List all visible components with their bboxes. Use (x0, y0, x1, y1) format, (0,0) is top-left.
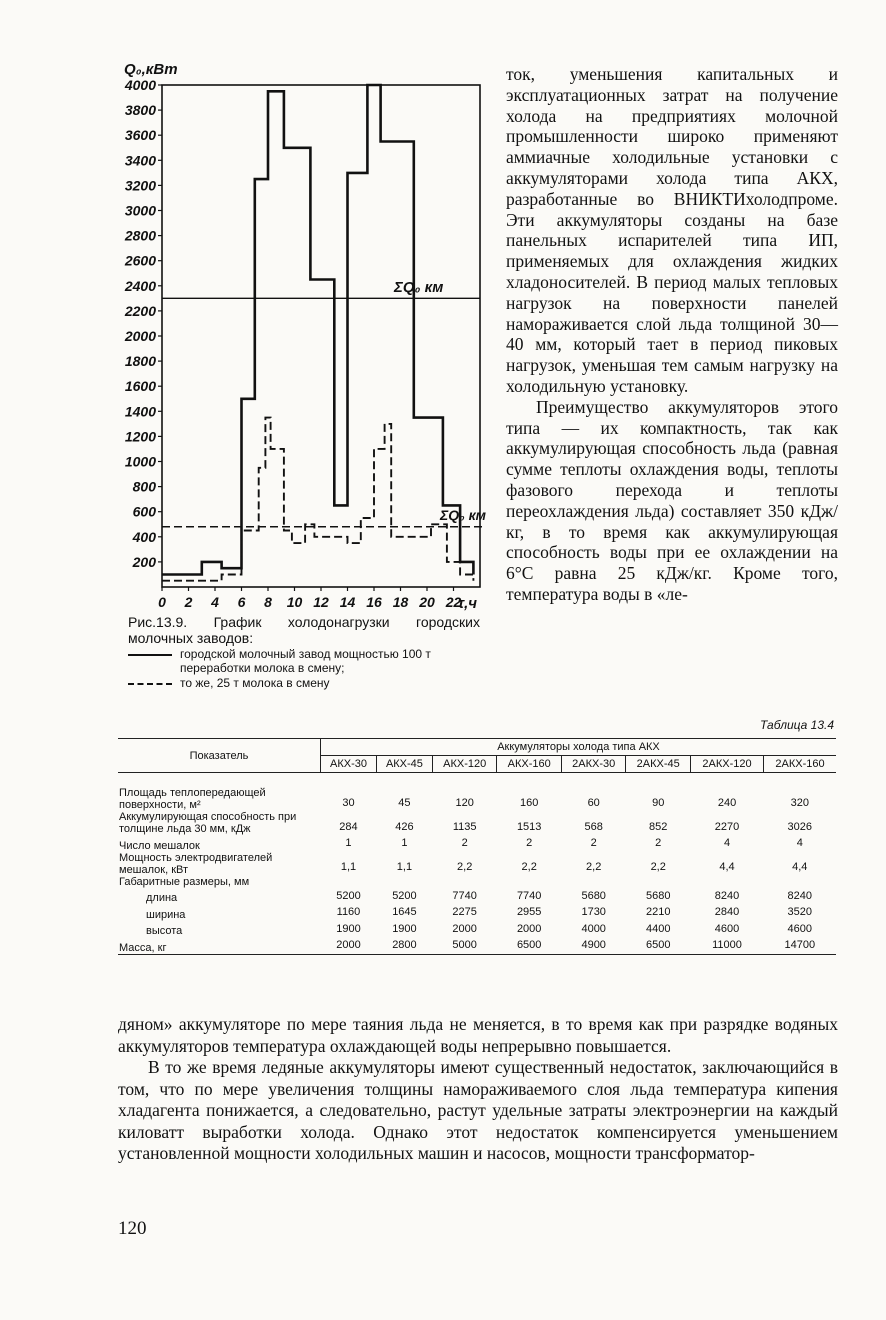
cooling-load-chart (118, 58, 488, 614)
table-cell: 60 (587, 796, 600, 809)
table-cell: 11000 (690, 937, 763, 954)
series-100t-line (162, 85, 473, 575)
table-cell: 2270 (714, 820, 740, 833)
table-cell: 4600 (714, 922, 740, 935)
table-cell: 4600 (787, 922, 813, 935)
table-cell: 2955 (516, 906, 542, 918)
figure-caption (128, 614, 480, 690)
table-cell (561, 876, 626, 888)
table-row (118, 921, 836, 938)
y-tick-label: 400 (132, 528, 156, 545)
row-label: высота (146, 925, 183, 937)
y-axis-ticks (124, 77, 162, 570)
x-tick-label: 4 (211, 594, 219, 610)
table-cell (432, 876, 497, 888)
y-tick-label: 2400 (124, 277, 156, 294)
table-cell: 2210 (645, 906, 671, 918)
legend-dashed-text: то же, 25 т молока в смену (180, 676, 330, 690)
table-cell: 4900 (561, 937, 626, 954)
table-cell: 1 (345, 837, 352, 849)
table-cell: 2,2 (457, 861, 473, 873)
table-cell: 1,1 (340, 861, 357, 873)
table-cell: 4,4 (792, 861, 808, 873)
legend-solid-text: городской молочный завод мощностью 100 т переработки молока в смену; (180, 647, 431, 675)
table-cell: 2 (590, 837, 597, 849)
y-tick-label: 4000 (124, 77, 156, 93)
table-cell: 2000 (321, 937, 377, 954)
table-cell: 2,2 (521, 861, 537, 873)
column-header: 2АКХ-45 (626, 756, 691, 773)
y-tick-label: 600 (132, 503, 156, 520)
table-row (118, 852, 836, 876)
table-row (118, 876, 836, 888)
table-cell: 4000 (581, 922, 606, 935)
x-tick-label: 0 (158, 594, 166, 610)
table-cell: 2000 (516, 922, 542, 935)
x-tick-label: 6 (237, 594, 246, 610)
table-cell: 852 (649, 820, 668, 833)
row-label: Габаритные размеры, мм (119, 875, 250, 888)
table-row (118, 904, 836, 921)
table-cell: 3026 (787, 820, 813, 833)
table-cell: 1135 (452, 820, 477, 833)
table-spacer (118, 773, 836, 788)
row-label: Мощность электродвигателей мешалок, кВт (119, 851, 273, 876)
table-cell: 1160 (336, 906, 361, 918)
plot-frame (162, 85, 480, 587)
y-tick-label: 1400 (124, 403, 156, 420)
row-label: Аккумулирующая способность при толщине льда 30 мм, кДж (119, 811, 297, 835)
table-cell: 1,1 (396, 861, 413, 873)
x-axis-label: τ,ч (458, 595, 478, 612)
y-axis-label: Q₀,кВт (124, 61, 178, 78)
table-cell: 30 (342, 796, 355, 809)
legend-solid-swatch (128, 654, 172, 657)
column-header: 2АКХ-160 (764, 756, 836, 773)
y-tick-label: 3400 (124, 152, 156, 169)
table-row (118, 835, 836, 852)
y-tick-label: 3200 (124, 177, 156, 194)
table-cell (376, 876, 432, 888)
y-tick-label: 1800 (124, 353, 156, 370)
row-label: длина (146, 892, 178, 904)
chart-series (162, 85, 473, 581)
x-tick-label: 20 (419, 594, 435, 610)
table-cell: 14700 (764, 937, 836, 954)
annotation-lower-sum: ΣQ₀ км (440, 507, 487, 523)
y-tick-label: 1000 (124, 453, 156, 470)
table-cell: 8240 (714, 889, 740, 902)
table-cell: 2,2 (650, 861, 666, 873)
caption-title: Рис.13.9. График холодонагрузки городских молочных заводов: (128, 614, 480, 646)
table-cell: 6500 (626, 937, 691, 954)
table-cell: 240 (717, 796, 737, 809)
right-column-text (506, 64, 838, 605)
table-label: Таблица 13.4 (759, 718, 834, 732)
table-cell: 1 (401, 837, 408, 849)
table-cell: 2 (526, 837, 533, 849)
table-cell (321, 876, 377, 888)
table-row (118, 937, 836, 954)
table-row (118, 787, 836, 811)
table-cell: 3520 (787, 906, 813, 918)
table-row (118, 888, 836, 905)
table-cell (764, 876, 836, 888)
header-indicator: Показатель (118, 739, 321, 773)
table-body (118, 773, 836, 955)
table-cell (690, 876, 763, 888)
accumulator-table (118, 738, 836, 955)
table-cell: 5200 (336, 889, 361, 902)
paragraph-2: Преимущество аккумуляторов этого типа — их компактность, так как аккумулирующая способность льда (равная сумме теплоты охлаждения воды, теплоты фазового перехода и теплоты переохлаждения льда) составляет 350 кДж/кг, в то время как аккумулирующая способность воды при ее охлаждении на 6°С равна 25 кДж/кг. Кроме того, температура воды в «ле- (506, 396, 838, 604)
y-tick-label: 3600 (124, 127, 156, 144)
column-header: 2АКХ-120 (690, 756, 763, 773)
y-tick-label: 200 (132, 553, 156, 570)
table-cell: 6500 (497, 937, 562, 954)
y-tick-label: 1200 (124, 428, 156, 445)
table-cell: 5200 (392, 889, 417, 902)
row-label: Масса, кг (118, 937, 321, 954)
column-header: АКХ-45 (376, 756, 432, 773)
table-cell: 4 (796, 837, 803, 849)
bottom-paragraph-2: В то же время ледяные аккумуляторы имеют существенный недостаток, заключающийся в том, что по мере увеличения толщины намораживаемого слоя льда температура кипения хладагента понижается, а следовательно, растут удельные затраты электроэнергии на каждый киловатт выработки холода. Однако этот недостаток компенсируется уменьшением установленной мощности холодильных машин и насосов, мощности трансформатор- (118, 1057, 838, 1163)
table-cell: 284 (339, 820, 358, 833)
x-tick-label: 12 (313, 594, 329, 610)
y-tick-label: 800 (132, 478, 156, 495)
column-header: АКХ-160 (497, 756, 562, 773)
x-tick-label: 18 (392, 594, 409, 610)
table-cell: 45 (398, 796, 411, 809)
table-cell (497, 876, 562, 888)
page-number: 120 (118, 1218, 147, 1239)
table-cell: 90 (652, 796, 665, 809)
table-cell (626, 876, 691, 888)
y-tick-label: 2600 (124, 252, 156, 269)
table-cell: 8240 (787, 889, 813, 902)
x-tick-label: 14 (339, 594, 356, 610)
row-label: Число мешалок (119, 839, 200, 852)
bottom-text (118, 1014, 838, 1165)
table-cell: 160 (520, 796, 539, 809)
column-header: АКХ-120 (432, 756, 497, 773)
table-cell: 2000 (452, 922, 477, 935)
y-tick-label: 3800 (124, 102, 156, 119)
annotation-upper-sum: ΣQ₀ км (394, 279, 444, 296)
table-cell: 320 (790, 796, 809, 809)
paragraph-1: ток, уменьшения капитальных и эксплуатационных затрат на получение холода на предприятиях молочной промышленности широко применяют аммиачные холодильные установки с аккумуляторами холода типа АКХ, разработанные во ВНИКТИхолодпроме. Эти аккумуляторы созданы на базе панельных испарителей типа ИП, применяемых для охлаждения жидких хладоносителей. В период малых тепловых нагрузок на поверхности панелей намораживается слой льда толщиной 30—40 мм, который тает в период пиковых нагрузок, уменьшая тем самым нагрузку на холодильную установку. (506, 64, 838, 396)
table-cell: 4400 (645, 922, 671, 935)
table-cell: 568 (584, 820, 603, 833)
y-tick-label: 2200 (124, 302, 156, 319)
legend-solid (128, 647, 480, 675)
x-tick-label: 8 (264, 594, 272, 610)
table-cell: 7740 (452, 889, 477, 902)
reference-lines (162, 298, 486, 526)
y-tick-label: 2800 (124, 227, 156, 244)
table-row (118, 811, 836, 835)
row-label: Площадь теплопередающей поверхности, м² (119, 787, 266, 811)
table-cell: 4 (723, 837, 731, 849)
table-cell: 1900 (392, 922, 417, 935)
x-axis-ticks (158, 587, 461, 610)
table-cell: 5680 (645, 889, 671, 902)
table-cell: 5000 (432, 937, 497, 954)
table-cell: 2840 (714, 906, 740, 918)
table-cell: 2275 (452, 906, 477, 918)
column-header: 2АКХ-30 (561, 756, 626, 773)
table-cell: 1513 (516, 820, 542, 833)
table-cell: 2,2 (586, 861, 602, 873)
bottom-paragraph-1: дяном» аккумуляторе по мере таяния льда не меняется, в то время как при разрядке водяных аккумуляторов температура охлаждающей воды непрерывно повышается. (118, 1014, 838, 1056)
x-tick-label: 10 (286, 594, 303, 610)
legend-dashed-swatch (128, 683, 172, 686)
x-tick-label: 22 (445, 594, 462, 610)
series-25t-line (162, 418, 473, 581)
table-cell: 5680 (581, 889, 606, 902)
x-tick-label: 16 (366, 594, 382, 610)
x-tick-label: 2 (184, 594, 193, 610)
table-cell: 1730 (581, 906, 606, 918)
table-cell: 2 (655, 837, 662, 849)
y-tick-label: 3000 (124, 202, 156, 219)
table-cell: 2 (461, 837, 468, 849)
table-cell: 2800 (376, 937, 432, 954)
table-cell: 1900 (336, 922, 361, 935)
y-tick-label: 2000 (124, 328, 156, 344)
table-cell: 1645 (392, 906, 417, 918)
column-header: АКХ-30 (321, 756, 377, 773)
table-cell: 7740 (516, 889, 542, 902)
header-group: Аккумуляторы холода типа АКХ (321, 739, 837, 756)
row-label: ширина (146, 908, 186, 921)
table-cell: 4,4 (719, 861, 735, 873)
y-tick-label: 1600 (124, 378, 156, 395)
table-cell: 120 (455, 796, 474, 809)
table-cell: 426 (395, 820, 414, 833)
legend-dashed (128, 676, 480, 690)
